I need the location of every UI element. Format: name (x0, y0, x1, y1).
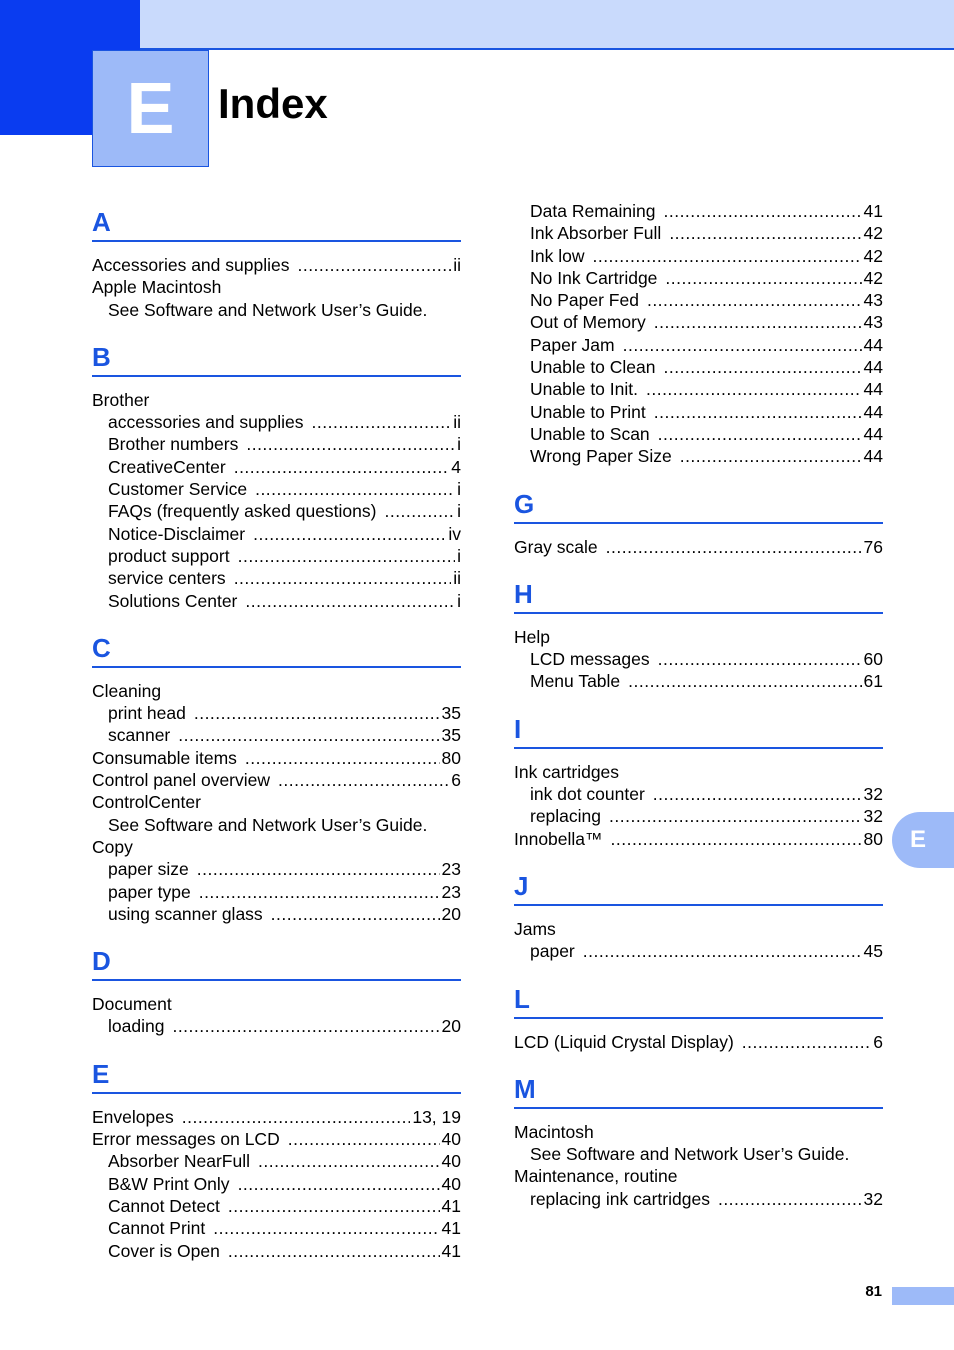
entry-label: No Paper Fed (530, 290, 639, 311)
page-reference[interactable]: iv (448, 523, 461, 544)
index-section (514, 570, 883, 693)
entry-label: Unable to Print (530, 401, 646, 422)
dot-leader (718, 1188, 862, 1210)
dot-leader (664, 356, 862, 378)
index-subentry[interactable] (92, 433, 461, 455)
dot-leader (663, 200, 861, 222)
section-letter: L (514, 983, 530, 1014)
index-entry (92, 836, 461, 858)
dot-leader (297, 254, 451, 276)
index-subentry[interactable] (92, 1015, 461, 1037)
index-subentry[interactable] (514, 423, 883, 445)
page-reference[interactable]: 41 (863, 201, 883, 221)
entry-label: Notice-Disclaimer (108, 523, 246, 544)
index-section (92, 937, 461, 1038)
page-reference[interactable]: ii (453, 568, 461, 589)
dot-leader (238, 1173, 440, 1195)
index-subentry[interactable] (514, 940, 883, 962)
index-subentry[interactable] (514, 267, 883, 289)
chapter-letter: E (126, 68, 175, 149)
chapter-letter-box (92, 50, 209, 167)
page-reference[interactable]: 44 (863, 357, 883, 378)
page-reference[interactable]: 20 (441, 1016, 461, 1037)
page-reference[interactable]: 60 (863, 649, 883, 670)
page-reference[interactable]: 44 (863, 401, 883, 422)
entry-label: replacing ink cartridges (530, 1188, 710, 1209)
index-subentry[interactable] (514, 1188, 883, 1210)
side-tab-letter: E (910, 826, 927, 853)
dot-leader (271, 903, 440, 925)
dot-leader (606, 536, 862, 558)
index-subentry[interactable] (92, 478, 461, 500)
entry-label: Wrong Paper Size (530, 446, 672, 467)
dot-leader (384, 500, 455, 522)
page-reference[interactable]: 45 (863, 941, 883, 962)
index-subentry[interactable] (514, 245, 883, 267)
page-reference[interactable]: 41 (441, 1240, 461, 1261)
dot-leader (258, 1150, 440, 1172)
dot-leader (609, 805, 862, 827)
page-reference[interactable]: 32 (863, 1188, 883, 1209)
page-title: Index (218, 80, 328, 127)
page-reference[interactable]: i (457, 501, 461, 522)
entry-label: Document (92, 994, 172, 1015)
entry-label: using scanner glass (108, 903, 263, 924)
section-letter: H (514, 578, 533, 609)
dot-leader (312, 411, 452, 433)
entry-label: replacing (530, 806, 602, 827)
dot-leader (213, 1217, 439, 1239)
entry-label: No Ink Cartridge (530, 267, 658, 288)
index-entry[interactable] (92, 769, 461, 791)
index-section (514, 975, 883, 1053)
entry-label: CreativeCenter (108, 456, 226, 477)
dot-leader (245, 747, 440, 769)
entry-label: Consumable items (92, 747, 237, 768)
section-letter: C (92, 632, 111, 663)
index-section (514, 862, 883, 963)
page-reference[interactable]: i (457, 434, 461, 455)
page-reference[interactable]: 20 (441, 903, 461, 924)
section-letter: A (92, 207, 111, 237)
index-entry[interactable] (92, 1106, 461, 1128)
index-subentry[interactable] (92, 590, 461, 612)
page-reference[interactable]: ii (453, 255, 461, 275)
page-reference[interactable]: 76 (863, 536, 883, 557)
dot-leader (628, 670, 861, 692)
entry-label: Absorber NearFull (108, 1151, 250, 1172)
index-section (92, 624, 461, 925)
dot-leader (669, 222, 861, 244)
index-subentry[interactable] (92, 858, 461, 880)
entry-label: Unable to Clean (530, 357, 656, 378)
entry-label: See Software and Network User’s Guide. (108, 814, 428, 835)
entry-label: Help (514, 626, 550, 647)
section-divider (514, 612, 883, 614)
dot-leader (658, 648, 862, 670)
section-divider (92, 1092, 461, 1094)
index-entry (92, 993, 461, 1015)
entry-label: Data Remaining (530, 201, 656, 221)
entry-label: ControlCenter (92, 792, 201, 813)
section-divider (514, 1017, 883, 1019)
dot-leader (653, 783, 862, 805)
dot-leader (665, 267, 861, 289)
dot-leader (253, 523, 446, 545)
dot-leader (238, 545, 456, 567)
entry-label: Unable to Scan (530, 423, 650, 444)
index-section (514, 1065, 883, 1210)
entry-label: paper size (108, 859, 189, 880)
index-column-right (514, 200, 883, 1222)
index-subentry[interactable] (514, 334, 883, 356)
page-reference[interactable]: 44 (863, 334, 883, 355)
index-section (514, 480, 883, 558)
page-reference[interactable]: 42 (863, 267, 883, 288)
section-letter: G (514, 488, 535, 519)
entry-label: Innobella™ (514, 828, 603, 849)
index-subentry[interactable] (92, 456, 461, 478)
entry-label: Menu Table (530, 671, 621, 692)
entry-label: B&W Print Only (108, 1173, 230, 1194)
dot-leader (172, 1015, 439, 1037)
entry-label: Control panel overview (92, 770, 271, 791)
page-reference[interactable]: i (457, 479, 461, 500)
index-subentry[interactable] (514, 200, 883, 222)
entry-label: Accessories and supplies (92, 255, 290, 275)
index-entry[interactable] (514, 828, 883, 850)
entry-label: Paper Jam (530, 334, 615, 355)
page-reference[interactable]: 6 (451, 770, 461, 791)
entry-label: scanner (108, 725, 171, 746)
page-reference[interactable]: ii (453, 412, 461, 433)
index-entry (514, 761, 883, 783)
page-reference[interactable]: 32 (863, 806, 883, 827)
entry-label: Out of Memory (530, 312, 646, 333)
index-section (92, 333, 461, 612)
dot-leader (234, 456, 450, 478)
index-subentry[interactable] (92, 1217, 461, 1239)
entry-label: service centers (108, 568, 226, 589)
page-reference[interactable]: 40 (441, 1173, 461, 1194)
index-subentry[interactable] (514, 378, 883, 400)
page-reference[interactable]: 32 (863, 784, 883, 805)
index-subentry[interactable] (92, 500, 461, 522)
section-divider (92, 375, 461, 377)
dot-leader (197, 858, 440, 880)
page-number: 81 (865, 1283, 882, 1300)
page-reference[interactable]: 42 (863, 245, 883, 266)
index-subentry[interactable] (514, 311, 883, 333)
index-entry (92, 680, 461, 702)
dot-leader (194, 702, 440, 724)
index-subentry[interactable] (92, 702, 461, 724)
index-subentry (92, 814, 461, 836)
dot-leader (234, 567, 452, 589)
entry-label: ink dot counter (530, 784, 645, 805)
entry-label: Macintosh (514, 1121, 594, 1142)
index-subentry[interactable] (92, 724, 461, 746)
index-subentry[interactable] (92, 1240, 461, 1262)
page-reference[interactable]: 23 (441, 881, 461, 902)
entry-label: Solutions Center (108, 590, 238, 611)
index-subentry[interactable] (514, 670, 883, 692)
dot-leader (658, 423, 862, 445)
dot-leader (288, 1128, 440, 1150)
page-reference[interactable]: 44 (863, 446, 883, 467)
index-subentry[interactable] (92, 903, 461, 925)
dot-leader (654, 401, 862, 423)
index-entry (92, 791, 461, 813)
page-reference[interactable]: 40 (441, 1129, 461, 1150)
index-subentry[interactable] (92, 545, 461, 567)
index-subentry[interactable] (514, 289, 883, 311)
dot-leader (647, 289, 862, 311)
index-subentry[interactable] (514, 222, 883, 244)
index-entry[interactable] (92, 747, 461, 769)
entry-label: Brother numbers (108, 434, 239, 455)
section-divider (92, 666, 461, 668)
page-reference[interactable]: 44 (863, 379, 883, 400)
page-reference[interactable]: 80 (863, 828, 883, 849)
entry-label: See Software and Network User’s Guide. (108, 299, 428, 320)
entry-label: Ink cartridges (514, 761, 620, 782)
section-letter: I (514, 713, 522, 744)
index-entry[interactable] (514, 536, 883, 558)
dot-leader (199, 881, 440, 903)
top-banner (0, 0, 954, 50)
entry-label: Cannot Detect (108, 1195, 220, 1216)
entry-label: Cleaning (92, 680, 162, 701)
dot-leader (228, 1240, 440, 1262)
page-reference[interactable]: 43 (863, 312, 883, 333)
section-letter: D (92, 946, 111, 977)
entry-label: Gray scale (514, 536, 598, 557)
dot-leader (246, 433, 455, 455)
page-reference[interactable]: 4 (451, 456, 461, 477)
section-letter: E (92, 1058, 110, 1089)
dot-leader (228, 1195, 440, 1217)
section-divider (514, 1107, 883, 1109)
dot-leader (623, 334, 862, 356)
entry-label: LCD (Liquid Crystal Display) (514, 1031, 734, 1052)
page-reference[interactable]: 35 (441, 725, 461, 746)
page-reference[interactable]: 23 (441, 859, 461, 880)
section-divider (514, 747, 883, 749)
entry-label: Brother (92, 389, 150, 410)
section-letter: B (92, 341, 111, 372)
entry-label: Cannot Print (108, 1218, 206, 1239)
index-subentry[interactable] (92, 1195, 461, 1217)
page-reference[interactable]: 80 (441, 747, 461, 768)
index-entry (92, 276, 461, 298)
chapter-side-tab[interactable] (892, 812, 954, 868)
entry-label: Maintenance, routine (514, 1166, 678, 1187)
index-column-left (92, 198, 461, 1274)
index-entry[interactable] (514, 1031, 883, 1053)
entry-label: paper type (108, 881, 191, 902)
dot-leader (278, 769, 449, 791)
entry-label: Customer Service (108, 479, 248, 500)
entry-label: See Software and Network User’s Guide. (530, 1144, 850, 1165)
index-section (92, 198, 461, 321)
index-subentry[interactable] (514, 445, 883, 467)
entry-label: accessories and supplies (108, 412, 304, 433)
entry-label: Cover is Open (108, 1240, 220, 1261)
page-reference[interactable]: 41 (441, 1195, 461, 1216)
page-reference[interactable]: 42 (863, 223, 883, 244)
entry-label: Envelopes (92, 1106, 174, 1127)
index-subentry (514, 1143, 883, 1165)
page-reference[interactable]: 61 (863, 671, 883, 692)
index-entry[interactable] (92, 254, 461, 276)
index-section (514, 200, 883, 468)
index-subentry (92, 299, 461, 321)
dot-leader (742, 1031, 871, 1053)
section-divider (92, 240, 461, 242)
entry-label: Error messages on LCD (92, 1129, 280, 1150)
page-reference[interactable]: 13, 19 (412, 1106, 461, 1127)
entry-label: print head (108, 703, 186, 724)
page-number-bar (892, 1287, 954, 1305)
entry-label: Unable to Init. (530, 379, 638, 400)
entry-label: Ink low (530, 245, 585, 266)
index-subentry[interactable] (514, 648, 883, 670)
page-reference[interactable]: 41 (441, 1218, 461, 1239)
entry-label: paper (530, 941, 575, 962)
index-entry (92, 389, 461, 411)
index-section (92, 1050, 461, 1262)
index-subentry[interactable] (514, 401, 883, 423)
page-reference[interactable]: 6 (873, 1031, 883, 1052)
index-subentry[interactable] (92, 567, 461, 589)
dot-leader (680, 445, 862, 467)
entry-label: product support (108, 545, 230, 566)
page-reference[interactable]: 43 (863, 290, 883, 311)
entry-label: Apple Macintosh (92, 277, 222, 298)
entry-label: loading (108, 1016, 165, 1037)
section-divider (514, 522, 883, 524)
index-entry[interactable] (92, 1128, 461, 1150)
entry-label: Ink Absorber Full (530, 223, 662, 244)
index-subentry[interactable] (514, 805, 883, 827)
dot-leader (646, 378, 862, 400)
dot-leader (178, 724, 439, 746)
page-reference[interactable]: 44 (863, 423, 883, 444)
section-divider (92, 979, 461, 981)
page-reference[interactable]: i (457, 590, 461, 611)
dot-leader (583, 940, 862, 962)
page-reference[interactable]: 35 (441, 703, 461, 724)
page-reference[interactable]: i (457, 545, 461, 566)
dot-leader (592, 245, 861, 267)
dot-leader (245, 590, 455, 612)
dot-leader (182, 1106, 411, 1128)
section-divider (514, 904, 883, 906)
section-letter: J (514, 870, 529, 901)
page-reference[interactable]: 40 (441, 1151, 461, 1172)
dot-leader (255, 478, 455, 500)
index-subentry[interactable] (92, 881, 461, 903)
index-subentry[interactable] (92, 1150, 461, 1172)
entry-label: LCD messages (530, 649, 650, 670)
dot-leader (654, 311, 862, 333)
section-letter: M (514, 1073, 536, 1104)
index-entry (514, 1121, 883, 1143)
index-entry (514, 626, 883, 648)
index-subentry[interactable] (514, 783, 883, 805)
dot-leader (611, 828, 862, 850)
entry-label: Jams (514, 918, 556, 939)
index-entry (514, 918, 883, 940)
index-subentry[interactable] (92, 1173, 461, 1195)
entry-label: Copy (92, 836, 133, 857)
index-section (514, 705, 883, 850)
entry-label: FAQs (frequently asked questions) (108, 501, 377, 522)
index-subentry[interactable] (92, 523, 461, 545)
index-subentry[interactable] (514, 356, 883, 378)
index-subentry[interactable] (92, 411, 461, 433)
index-entry (514, 1165, 883, 1187)
